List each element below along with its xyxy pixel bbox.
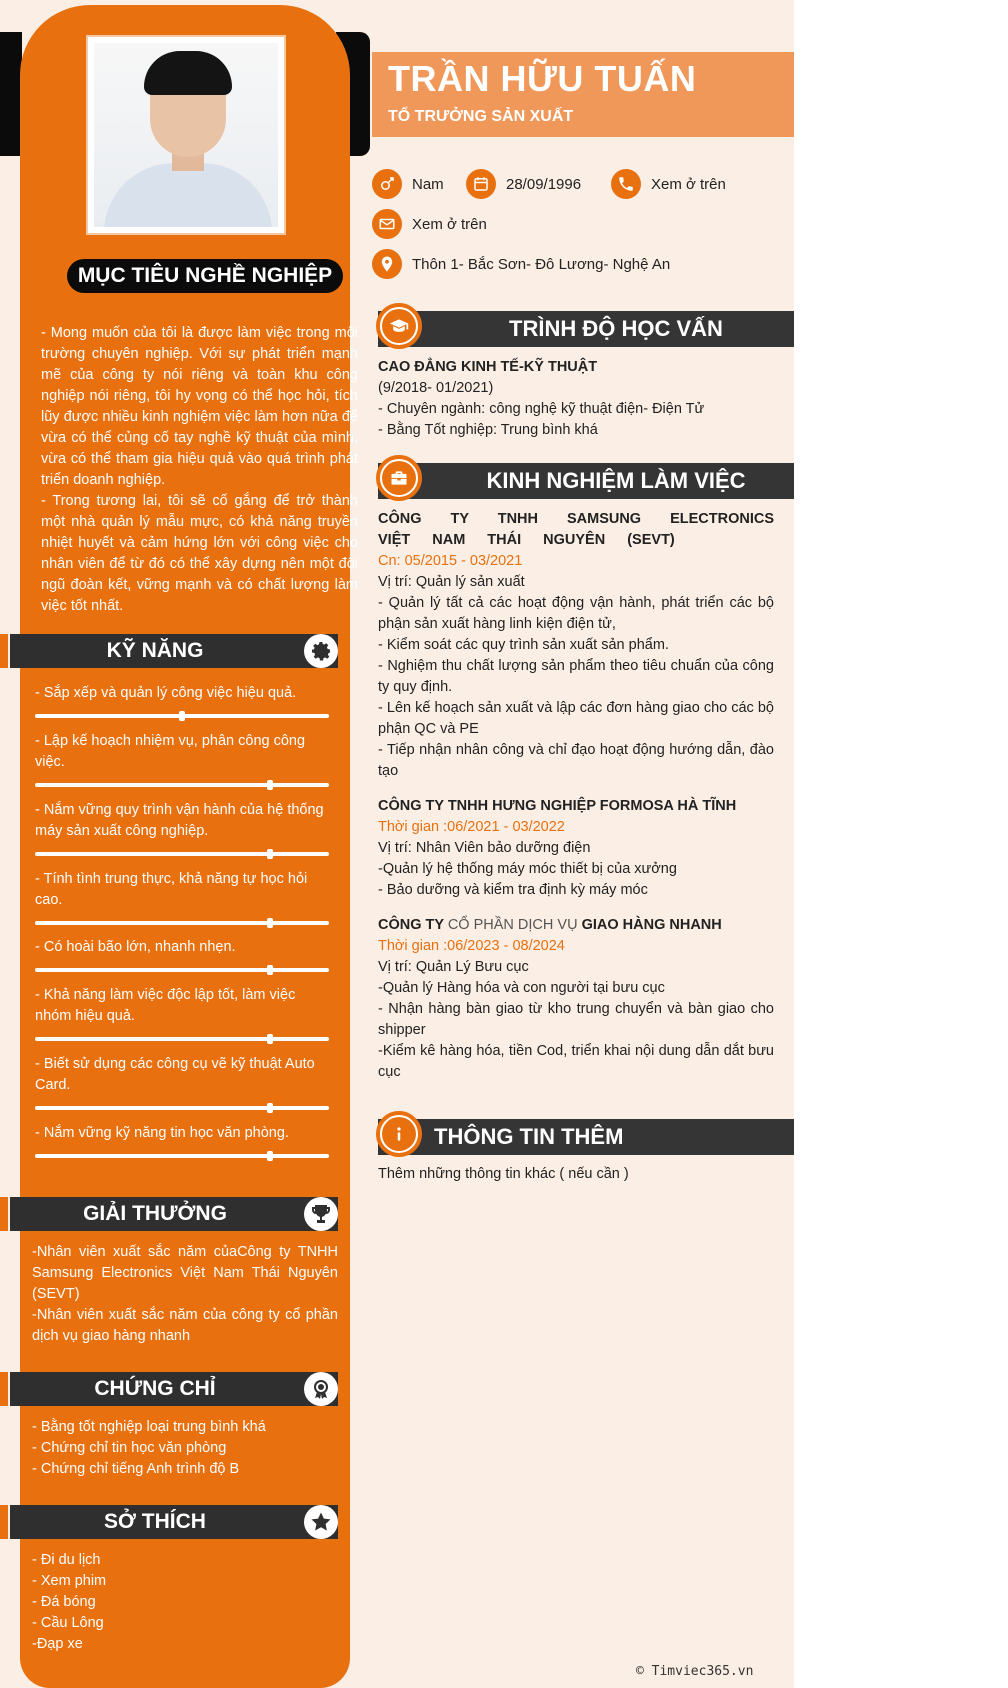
- skill-level-knob: [267, 965, 273, 975]
- hobby-item: - Cầu Lông: [32, 1615, 104, 1631]
- skill-item: [35, 800, 335, 856]
- full-name: TRẦN HỮU TUẤN: [388, 58, 697, 99]
- skill-level-knob: [267, 1103, 273, 1113]
- job-duty: -Quản lý Hàng hóa và con người tại bưu cục: [378, 980, 665, 996]
- awards-header: [10, 1197, 338, 1231]
- medal-icon: [304, 1372, 338, 1406]
- skill-level-knob: [267, 1151, 273, 1161]
- award-item: -Nhân viên xuất sắc năm củaCông ty TNHH Samsung Electronics Việt Nam Thái Nguyên (SEVT): [32, 1244, 338, 1302]
- skill-item: [35, 731, 335, 787]
- hobby-item: - Xem phim: [32, 1573, 107, 1589]
- skill-text: - Biết sử dụng các công cụ vẽ kỹ thuật Auto Card.: [35, 1056, 315, 1093]
- name-header: [372, 52, 794, 137]
- hobby-item: - Đi du lịch: [32, 1552, 101, 1568]
- hobbies-title: SỞ THÍCH: [104, 1510, 206, 1533]
- skill-level-knob: [267, 1034, 273, 1044]
- skill-level-knob: [267, 780, 273, 790]
- skill-item: [35, 937, 335, 972]
- gender-item: [372, 169, 444, 199]
- education-header: [378, 311, 794, 347]
- skill-level-bar: [35, 968, 329, 972]
- location-pin-icon: [372, 249, 402, 279]
- job-duty: - Nghiệm thu chất lượng sản phẩm theo tiêu chuẩn của công ty quy định.: [378, 658, 774, 695]
- job-period: Thời gian :06/2021 - 03/2022: [378, 819, 565, 835]
- skills-title: KỸ NĂNG: [106, 639, 204, 662]
- job-title: TỔ TRƯỞNG SẢN XUẤT: [388, 108, 574, 125]
- additional-text: Thêm những thông tin khác ( nếu cần ): [378, 1166, 629, 1182]
- certificate-item: - Chứng chỉ tin học văn phòng: [32, 1440, 227, 1456]
- experience-block: [378, 509, 774, 1083]
- education-title: TRÌNH ĐỘ HỌC VẤN: [509, 316, 723, 341]
- job-period: Cn: 05/2015 - 03/2021: [378, 553, 523, 569]
- experience-title: KINH NGHIỆM LÀM VIỆC: [486, 468, 746, 493]
- decor-bar-left: [0, 32, 22, 156]
- job-duty: - Bảo dưỡng và kiểm tra định kỳ máy móc: [378, 882, 648, 898]
- skill-level-bar: [35, 714, 329, 718]
- skill-item: [35, 1123, 335, 1158]
- briefcase-icon: [382, 461, 416, 495]
- education-line: - Chuyên ngành: công nghệ kỹ thuật điện- Điện Tử: [378, 401, 705, 417]
- objective-title: MỤC TIÊU NGHỀ NGHIỆP: [67, 259, 343, 293]
- star-icon: [304, 1505, 338, 1539]
- job-duty: - Lên kế hoạch sản xuất và lập các đơn hàng giao cho các bộ phận QC và PE: [378, 700, 774, 737]
- phone-value: Xem ở trên: [651, 175, 726, 193]
- awards-title: GIẢI THƯỞNG: [83, 1202, 227, 1225]
- skill-text: - Nắm vững kỹ năng tin học văn phòng.: [35, 1125, 289, 1141]
- gender-value: Nam: [412, 175, 444, 193]
- objective-paragraph: - Mong muốn của tôi là được làm việc trong môi trường chuyên nghiệp. Với sự phát triển mạnh mẽ của công ty nói riêng và toàn khu công nghiệp nói riêng, tôi hy vọng có thể học hỏi, tích lũy được nhiều kinh nghiệm việc làm hơn nữa để vừa có thể củng cố tay nghề kỹ thuật của mình, vừa có thể tham gia hiệu quả vào quá trình phát triển doanh nghiệp.: [41, 325, 358, 488]
- education-block: [378, 357, 774, 441]
- hobby-item: - Đá bóng: [32, 1594, 96, 1610]
- skill-level-bar: [35, 1037, 329, 1041]
- experience-header: [378, 463, 794, 499]
- certificates-header: [10, 1372, 338, 1406]
- trophy-icon: [304, 1197, 338, 1231]
- awards-list: [32, 1242, 338, 1347]
- certificate-item: - Bằng tốt nghiệp loại trung bình khá: [32, 1419, 266, 1435]
- mail-icon: [372, 209, 402, 239]
- job-position: Vị trí: Quản lý sản xuất: [378, 574, 525, 590]
- birthday-item: [466, 169, 581, 199]
- job-duty: - Nhận hàng bàn giao từ kho trung chuyển và bàn giao cho shipper: [378, 1001, 774, 1038]
- email-value: Xem ở trên: [412, 215, 487, 233]
- phone-item: [611, 169, 726, 199]
- skill-level-bar: [35, 921, 329, 925]
- email-item: [372, 209, 487, 239]
- objective-paragraph: - Trong tương lai, tôi sẽ cố gắng để trở thành một nhà quản lý mẫu mực, có khả năng truyền nhiệt huyết và cảm hứng lớn với công việc cho nhân viên để từ đó có thể xây dựng nên một đội ngũ đoàn kết, vững mạnh và có chất lượng làm việc tốt nhất.: [41, 493, 358, 614]
- skill-level-bar: [35, 1154, 329, 1158]
- gender-icon: [372, 169, 402, 199]
- hobbies-header: [10, 1505, 338, 1539]
- job-duty: -Quản lý hệ thống máy móc thiết bị của xưởng: [378, 861, 677, 877]
- certificates-list: [32, 1417, 266, 1480]
- hobby-item: -Đạp xe: [32, 1636, 83, 1652]
- skill-text: - Sắp xếp và quản lý công việc hiệu quả.: [35, 685, 297, 701]
- skill-text: - Tính tình trung thực, khả năng tự học hỏi cao.: [35, 871, 308, 908]
- additional-header: [378, 1119, 794, 1155]
- job-period: Thời gian :06/2023 - 08/2024: [378, 938, 565, 954]
- skill-text: - Có hoài bão lớn, nhanh nhẹn.: [35, 939, 236, 955]
- skill-level-knob: [267, 918, 273, 928]
- job-position: Vị trí: Nhân Viên bảo dưỡng điện: [378, 840, 591, 856]
- education-period: (9/2018- 01/2021): [378, 380, 494, 396]
- company-name: CÔNG TY CỔ PHẦN DỊCH VỤ GIAO HÀNG NHANH: [378, 917, 722, 933]
- skill-item: [35, 683, 335, 718]
- skill-level-bar: [35, 852, 329, 856]
- job-duty: - Kiểm soát các quy trình sản xuất sản phẩm.: [378, 637, 669, 653]
- hobbies-list: [32, 1550, 106, 1655]
- skill-text: - Lập kế hoạch nhiệm vụ, phân công công việc.: [35, 733, 306, 770]
- skill-level-bar: [35, 1106, 329, 1110]
- skills-header: [10, 634, 338, 668]
- job-duty: - Quản lý tất cả các hoạt động vận hành, phát triển các bộ phận sản xuất hàng linh kiện điện tử,: [378, 595, 774, 632]
- certificate-item: - Chứng chỉ tiếng Anh trình độ B: [32, 1461, 240, 1477]
- skill-text: - Nắm vững quy trình vận hành của hệ thống máy sản xuất công nghiệp.: [35, 802, 324, 839]
- gear-icon: [304, 634, 338, 668]
- education-line: - Bằng Tốt nghiệp: Trung bình khá: [378, 422, 598, 438]
- skill-item: [35, 869, 335, 925]
- objective-text: [41, 323, 358, 617]
- job-duty: - Tiếp nhận nhân công và chỉ đạo hoạt động hướng dẫn, đào tạo: [378, 742, 774, 779]
- skill-text: - Khả năng làm việc độc lập tốt, làm việc nhóm hiệu quả.: [35, 987, 296, 1024]
- calendar-icon: [466, 169, 496, 199]
- info-icon: [382, 1117, 416, 1151]
- profile-photo: [86, 35, 286, 235]
- school-name: CAO ĐẲNG KINH TẾ-KỸ THUẬT: [378, 359, 598, 375]
- additional-title: THÔNG TIN THÊM: [434, 1124, 624, 1149]
- company-name: CÔNG TY TNHH HƯNG NGHIỆP FORMOSA HÀ TĨNH: [378, 798, 737, 814]
- company-name: CÔNG TY TNHH SAMSUNG ELECTRONICS VIỆT NAM THÁI NGUYÊN (SEVT): [378, 511, 774, 548]
- phone-icon: [611, 169, 641, 199]
- award-item: -Nhân viên xuất sắc năm của công ty cổ phần dịch vụ giao hàng nhanh: [32, 1307, 338, 1344]
- skill-level-knob: [179, 711, 185, 721]
- skill-level-knob: [267, 849, 273, 859]
- address-value: Thôn 1- Bắc Sơn- Đô Lương- Nghệ An: [412, 255, 671, 273]
- job-duty: -Kiểm kê hàng hóa, tiền Cod, triển khai nội dung dẫn dắt bưu cục: [378, 1043, 774, 1080]
- address-item: [372, 249, 670, 279]
- birthday-value: 28/09/1996: [506, 175, 582, 193]
- skill-item: [35, 1054, 335, 1110]
- footer-credit: © Timviec365.vn: [636, 1664, 754, 1679]
- job-position: Vị trí: Quản Lý Bưu cục: [378, 959, 529, 975]
- skill-level-bar: [35, 783, 329, 787]
- additional-block: [378, 1164, 774, 1185]
- graduation-cap-icon: [382, 309, 416, 343]
- certificates-title: CHỨNG CHỈ: [94, 1377, 216, 1400]
- skill-item: [35, 985, 335, 1041]
